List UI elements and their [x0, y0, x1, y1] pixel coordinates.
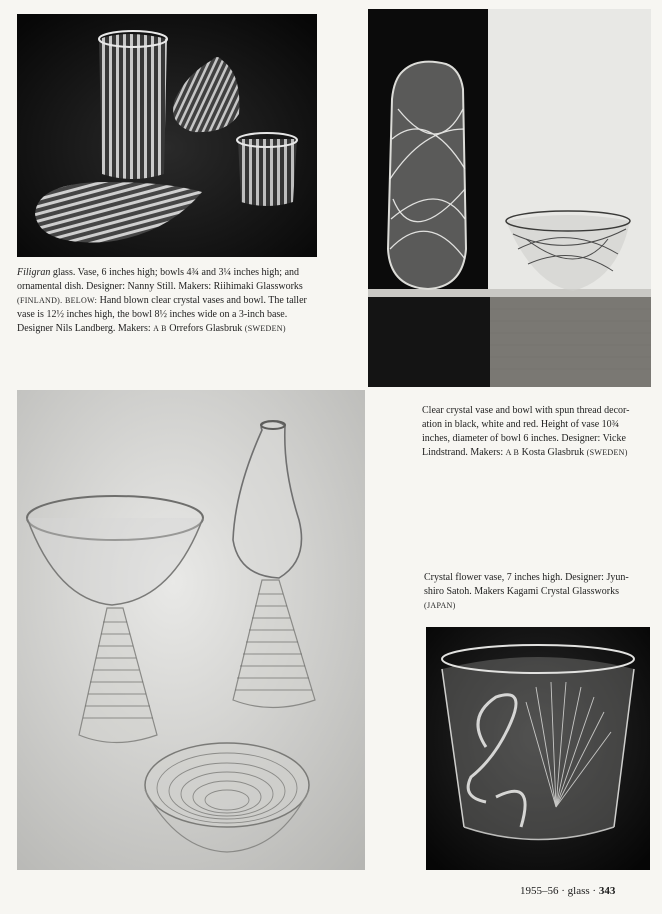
caption-text: Lindstrand. Makers: [422, 447, 506, 458]
photo-orrefors-vases-bowl [17, 390, 365, 870]
caption-line [17, 294, 317, 308]
caption-line: Clear crystal vase and bowl with spun thread decor- [422, 405, 630, 416]
photo-kagami-flower-vase [426, 627, 650, 870]
caption-kagami [424, 571, 654, 613]
folio-separator: · [558, 885, 568, 897]
below-label: BELOW: [64, 296, 98, 305]
ab-mark: A B [153, 324, 167, 333]
folio-section: glass [567, 885, 590, 897]
page-folio [520, 885, 615, 897]
caption-line: vase is 12½ inches high, the bowl 8½ inches wide on a 3-inch base. [17, 309, 288, 320]
caption-line [424, 599, 654, 613]
caption-line [17, 322, 317, 336]
caption-line: shiro Satoh. Makers Kagami Crystal Glassworks [424, 586, 619, 597]
kosta-vase-bowl-image [368, 9, 651, 387]
caption-line: Crystal flower vase, 7 inches high. Designer: Jyun- [424, 572, 629, 583]
caption-line [17, 266, 317, 280]
country-sweden: (SWEDEN) [244, 324, 286, 333]
country-finland: (FINLAND). [17, 296, 63, 305]
caption-text: Kosta Glasbruk [519, 447, 587, 458]
caption-text: Designer Nils Landberg. Makers: [17, 323, 154, 334]
page-number: 343 [598, 885, 616, 897]
caption-line [422, 446, 652, 460]
caption-text: Orrefors Glasbruk [166, 323, 245, 334]
caption-lead-italic: Filigran [17, 267, 51, 278]
country-japan: (JAPAN) [424, 601, 456, 610]
folio-separator: · [589, 885, 599, 897]
folio-years: 1955–56 [520, 885, 559, 897]
caption-line: ation in black, white and red. Height of vase 10¾ [422, 419, 620, 430]
caption-kosta [422, 404, 652, 460]
caption-text: Hand blown clear crystal vases and bowl. The taller [97, 295, 307, 306]
ab-mark: A B [505, 448, 520, 457]
country-sweden: (SWEDEN) [586, 448, 628, 457]
photo-kosta-vase-bowl [368, 9, 651, 387]
kagami-flower-vase-image [426, 627, 650, 870]
caption-line: ornamental dish. Designer: Nanny Still. Makers: Riihimaki Glassworks [17, 281, 303, 292]
caption-text: glass. Vase, 6 inches high; bowls 4¾ and 3¼ inches high; and [50, 267, 300, 278]
photo-filigran-glass [17, 14, 317, 257]
caption-line: inches, diameter of bowl 6 inches. Designer: Vicke [422, 433, 626, 444]
caption-filigran [17, 266, 317, 336]
orrefors-vases-bowl-image [17, 390, 365, 870]
filigran-glass-image [17, 14, 317, 257]
